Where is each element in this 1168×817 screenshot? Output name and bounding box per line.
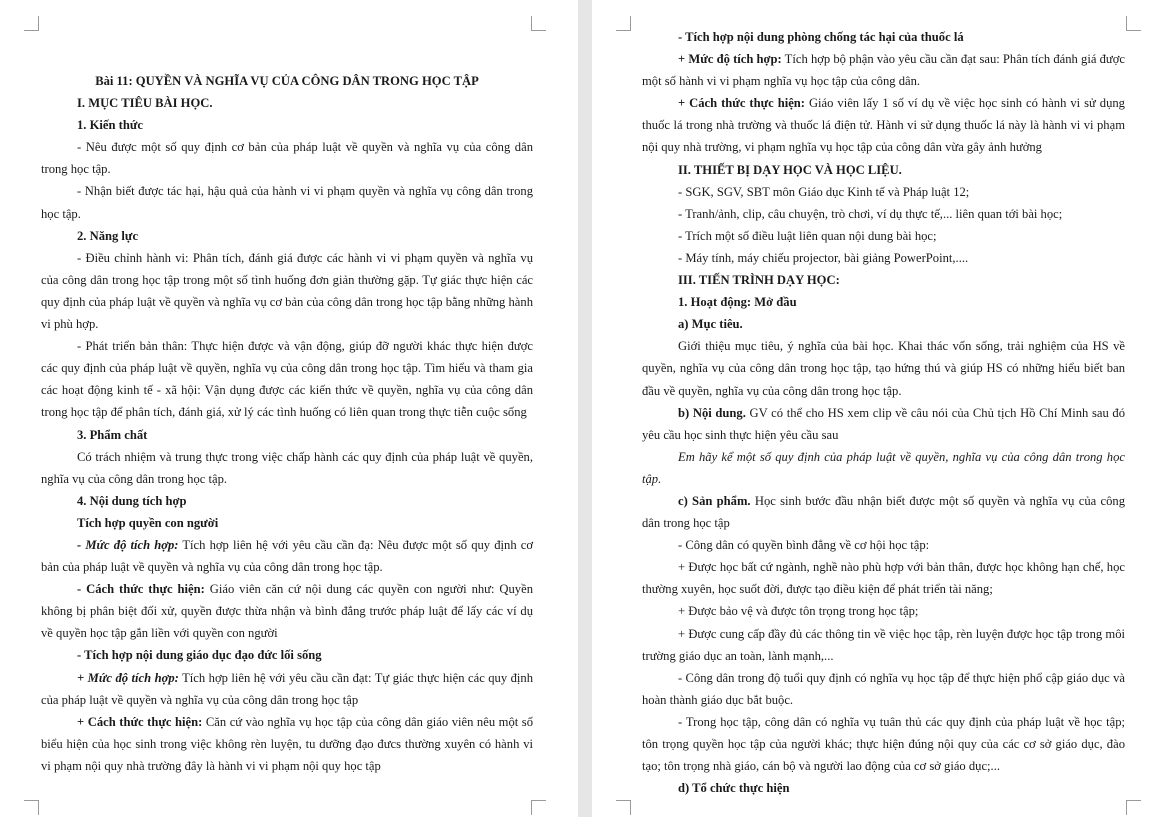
section-heading: II. THIẾT BỊ DẠY HỌC VÀ HỌC LIỆU. (678, 162, 902, 177)
paragraph (642, 490, 1125, 534)
paragraph (642, 92, 1125, 158)
corner-mark (24, 800, 39, 815)
italic-paragraph: Em hãy kể một số quy định của pháp luật về quyền, nghĩa vụ của công dân trong học tập. (642, 449, 1125, 486)
paragraph (41, 667, 533, 711)
label: - Cách thức thực hiện: (77, 582, 205, 597)
paragraph-text: Tích hợp liên hệ với yêu cầu cần đạt: Tự giác thực hiện các quy định của pháp luật về quyền và nghĩa vụ của công dân trong học tập (41, 670, 534, 707)
subheading: 3. Phẩm chất (77, 427, 148, 442)
list-item: - Công dân có quyền bình đẳng về cơ hội học tập: (678, 538, 930, 553)
section-heading: III. TIẾN TRÌNH DẠY HỌC: (678, 273, 840, 288)
list-item: - Trích một số điều luật liên quan nội dung bài học; (678, 228, 937, 243)
paragraph (41, 578, 533, 644)
paragraph-text: Học sinh bước đầu nhận biết được một số quyền và nghĩa vụ của công dân trong học tập (642, 493, 1125, 531)
paragraph (41, 711, 533, 777)
corner-mark (616, 16, 631, 31)
label: + Cách thức thực hiện: (77, 714, 203, 729)
paragraph-text: Tích hợp bộ phận vào yêu cầu cần đạt sau: Phân tích đánh giá được một số hành vi vi phạm nghĩa vụ học tập của công dân. (642, 52, 1125, 89)
paragraph-text: GV có thể cho HS xem clip về câu nói của Chủ tịch Hồ Chí Minh sau đó yêu cầu học sinh thực hiện yêu cầu sau (642, 405, 1126, 442)
paragraph (642, 402, 1125, 446)
paragraph: - Nêu được một số quy định cơ bản của pháp luật về quyền và nghĩa vụ của công dân trong học tập. (41, 140, 533, 177)
subheading: 1. Kiến thức (77, 118, 143, 133)
list-item: - Máy tính, máy chiếu projector, bài giảng PowerPoint,.... (678, 250, 969, 265)
list-item: + Được bảo vệ và được tôn trọng trong học tập; (678, 604, 919, 619)
subheading: - Tích hợp nội dung giáo dục đạo đức lối sống (77, 648, 322, 663)
page-content (642, 26, 1125, 799)
list-item: + Được học bất cứ ngành, nghề nào phù hợp với bản thân, được học không hạn chế, học thường xuyên, học suốt đời, được tạo điều kiện để phát triển tài năng; (642, 560, 1125, 597)
subheading: Tích hợp quyền con người (77, 515, 219, 530)
subheading: d) Tổ chức thực hiện (678, 781, 790, 796)
label: c) Sản phẩm. (678, 493, 751, 508)
corner-mark (616, 800, 631, 815)
document-page-left (0, 0, 578, 817)
paragraph-text: Giáo viên căn cứ nội dung các quyền con người như: Quyền không bị phân biệt đối xử, quyền được thừa nhận và bình đẳng trước pháp luật để lấy các ví dụ về quyền học tập gắn liền với quyền con người (41, 582, 533, 641)
corner-mark (1126, 800, 1141, 815)
subheading: a) Mục tiêu. (678, 317, 743, 332)
paragraph: - Phát triển bản thân: Thực hiện được và vận động, giúp đỡ người khác thực hiện được các quy định của pháp luật về quyền, nghĩa vụ của công dân trong học tập. Tìm hiểu và tham gia các hoạt động kinh tế - xã hội: Vận dụng được các kiến thức về quyền, nghĩa vụ của công dân trong học tập để phân tích, đánh giá, xử lý các tình huống có liên quan trong thực tiễn cuộc sống (41, 339, 533, 420)
list-item: - Công dân trong độ tuổi quy định có nghĩa vụ học tập để thực hiện phổ cập giáo dục và hoàn thành giáo dục bắt buộc. (642, 670, 1125, 707)
paragraph (41, 534, 533, 578)
list-item: - Trong học tập, công dân có nghĩa vụ tuân thủ các quy định của pháp luật về học tập; tôn trọng quyền học tập của người khác; thực hiện đúng nội quy của các cơ sở giáo dục, đào tạo; tôn trọng nhà giáo, cán bộ và người lao động của cơ sở giáo dục;... (642, 714, 1125, 774)
label: - Mức độ tích hợp: (77, 537, 179, 552)
section-heading: I. MỤC TIÊU BÀI HỌC. (77, 96, 213, 111)
corner-mark (24, 16, 39, 31)
corner-mark (531, 800, 546, 815)
paragraph-text: Căn cứ vào nghĩa vụ học tập của công dân giáo viên nêu một số biểu hiện của học sinh trong việc không rèn luyện, tu dưỡng đạo đưcs thường xuyên có hành vi vi phạm nội quy nhà trường đây là hành vi vi phạm nội quy học tập (41, 714, 533, 773)
lesson-title: Bài 11: QUYỀN VÀ NGHĨA VỤ CỦA CÔNG DÂN TRONG HỌC TẬP (95, 74, 479, 88)
paragraph (642, 48, 1125, 92)
subheading: 2. Năng lực (77, 228, 139, 243)
page-content (41, 70, 533, 777)
list-item: + Được cung cấp đầy đủ các thông tin về việc học tập, rèn luyện được học tập trong môi trường giáo dục an toàn, lành mạnh,... (642, 626, 1125, 663)
label: + Mức độ tích hợp: (678, 52, 782, 67)
label: + Cách thức thực hiện: (678, 96, 805, 111)
paragraph: Có trách nhiệm và trung thực trong việc chấp hành các quy định của pháp luật về quyền, nghĩa vụ của công dân trong học tập. (41, 449, 533, 486)
subheading: 4. Nội dung tích hợp (77, 493, 187, 508)
paragraph: Giới thiệu mục tiêu, ý nghĩa của bài học. Khai thác vốn sống, trải nghiệm của HS về quyền, nghĩa vụ của công dân trong học tập, tạo hứng thú và giúp HS có những hiểu biết ban đầu về quyền, nghĩa vụ của công dân trong học tập. (642, 339, 1125, 398)
paragraph-text: Tích hợp liên hệ với yêu cầu cần đạ: Nêu được một số quy định cơ bản của pháp luật về quyền và nghĩa vụ của công dân trong học tập. (41, 537, 533, 575)
list-item: - SGK, SGV, SBT môn Giáo dục Kinh tế và Pháp luật 12; (678, 184, 970, 199)
label: b) Nội dung. (678, 405, 746, 420)
paragraph: - Nhận biết được tác hại, hậu quả của hành vi vi phạm quyền và nghĩa vụ công dân trong học tập. (41, 184, 533, 221)
paragraph: - Điều chỉnh hành vi: Phân tích, đánh giá được các hành vi vi phạm quyền và nghĩa vụ của công dân trong học tập trong một số tình huống đơn giản thường gặp. Tự giác thực hiện các quy định của pháp luật về quyền và nghĩa vụ cơ bản của công dân trong học tập bằng những hành vi phù hợp. (41, 250, 533, 332)
list-item: - Tranh/ảnh, clip, câu chuyện, trò chơi, ví dụ thực tế,... liên quan tới bài học; (678, 206, 1063, 221)
corner-mark (1126, 16, 1141, 31)
paragraph-text: Giáo viên lấy 1 số ví dụ về việc học sinh có hành vi sử dụng thuốc lá trong nhà trường và thuốc lá điện tử. Hành vi sử dụng thuốc lá này là hành vi vi phạm nội quy nhà trường, vi phạm nghĩa vụ học tập của công dân vừa gây ảnh hưởng (642, 96, 1125, 155)
label: + Mức độ tích hợp: (77, 670, 179, 685)
subheading: - Tích hợp nội dung phòng chống tác hại của thuốc lá (678, 30, 964, 44)
document-page-right (592, 0, 1168, 817)
subheading: 1. Hoạt động: Mở đầu (678, 295, 797, 310)
corner-mark (531, 16, 546, 31)
